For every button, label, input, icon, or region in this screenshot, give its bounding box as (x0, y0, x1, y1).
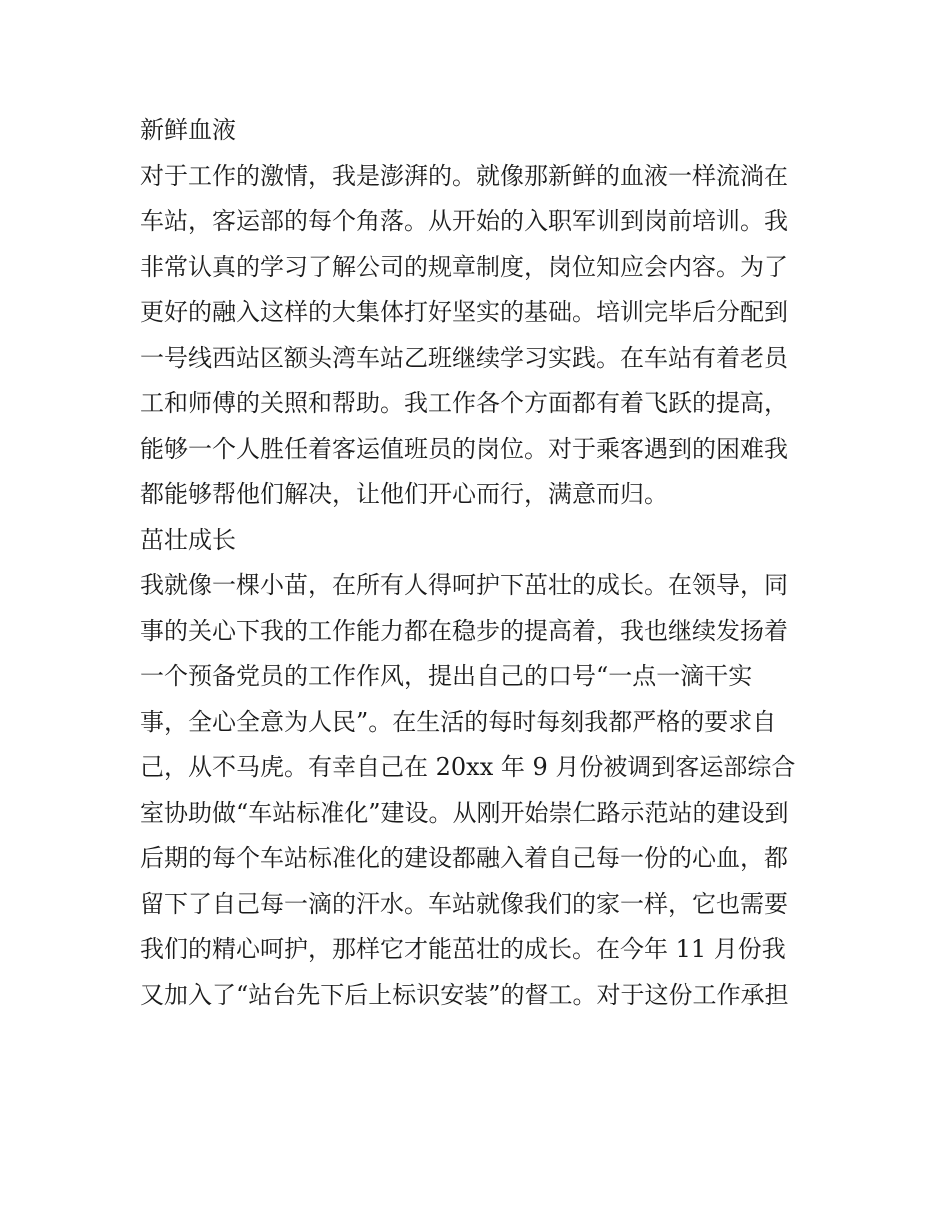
paragraph-line: 己，从不马虎。有幸自己在 20xx 年 9 月份被调到客运部综合 (140, 753, 796, 781)
paragraph-line: 工和师傅的关照和帮助。我工作各个方面都有着飞跃的提高， (140, 389, 788, 417)
paragraph-line: 事，全心全意为人民”。在生活的每时每刻我都严格的要求自 (140, 707, 777, 736)
paragraph-line: 事的关心下我的工作能力都在稳步的提高着，我也继续发扬着 (140, 616, 788, 645)
paragraph-line: 一号线西站区额头湾车站乙班继续学习实践。在车站有着老员 (140, 343, 788, 372)
paragraph-line: 更好的融入这样的大集体打好坚实的基础。培训完毕后分配到 (140, 298, 788, 326)
paragraph-line: 我就像一棵小苗，在所有人得呵护下茁壮的成长。在领导，同 (140, 571, 788, 599)
paragraph-line: 留下了自己每一滴的汗水。车站就像我们的家一样，它也需要 (140, 889, 788, 918)
paragraph-line: 都能够帮他们解决，让他们开心而行，满意而归。 (140, 480, 668, 508)
paragraph-line: 车站，客运部的每个角落。从开始的入职军训到岗前培训。我 (140, 207, 788, 235)
paragraph-line: 一个预备党员的工作作风，提出自己的口号“一点一滴干实 (140, 662, 753, 690)
paragraph-line: 非常认真的学习了解公司的规章制度，岗位知应会内容。为了 (140, 252, 788, 281)
section-heading-fresh-blood: 新鲜血液 (140, 116, 236, 144)
paragraph-line: 室协助做“车站标准化”建设。从刚开始崇仁路示范站的建设到 (140, 798, 789, 827)
paragraph-line: 能够一个人胜任着客运值班员的岗位。对于乘客遇到的困难我 (140, 434, 788, 463)
section-heading-growing-strong: 茁壮成长 (140, 525, 236, 554)
paragraph-line: 后期的每个车站标准化的建设都融入着自己每一份的心血，都 (140, 844, 788, 872)
paragraph-line: 我们的精心呵护，那样它才能茁壮的成长。在今年 11 月份我 (140, 935, 786, 963)
document-body (140, 108, 820, 1018)
paragraph-line: 又加入了“站台先下后上标识安装”的督工。对于这份工作承担 (140, 980, 789, 1009)
paragraph-line: 对于工作的激情，我是澎湃的。就像那新鲜的血液一样流淌在 (140, 161, 788, 190)
